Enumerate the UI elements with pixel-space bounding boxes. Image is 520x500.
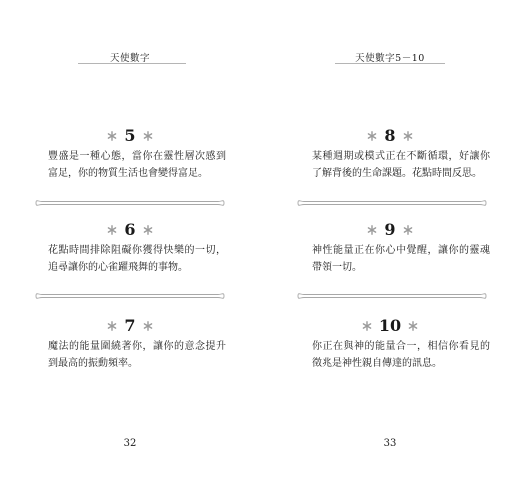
entry-text: 花點時間排除阻礙你獲得快樂的一切，追尋讓你的心雀躍飛舞的事物。	[48, 245, 226, 273]
running-header: 天使數字	[109, 53, 150, 64]
asterisk-star-icon	[367, 131, 377, 141]
entry-number: 10	[378, 316, 402, 335]
asterisk-star-icon	[403, 131, 413, 141]
entry-heading-10	[260, 315, 520, 337]
ornamental-divider	[34, 198, 226, 208]
asterisk-star-icon	[107, 321, 117, 331]
entry-heading-6	[0, 219, 260, 241]
right-page	[260, 0, 520, 500]
asterisk-star-icon	[403, 225, 413, 235]
entry-number: 6	[124, 220, 136, 239]
entry-heading-8	[260, 125, 520, 147]
asterisk-star-icon	[107, 225, 117, 235]
asterisk-star-icon	[367, 225, 377, 235]
asterisk-star-icon	[408, 321, 418, 331]
asterisk-star-icon	[143, 131, 153, 141]
entry-heading-7	[0, 315, 260, 337]
entry-number: 8	[384, 126, 396, 145]
running-header: 天使數字5－10	[355, 53, 425, 64]
entry-text: 神性能量正在你心中覺醒，讓你的靈魂帶領一切。	[312, 245, 490, 273]
entry-number: 7	[124, 316, 136, 335]
entry-heading-9	[260, 219, 520, 241]
header-rule	[78, 63, 186, 64]
asterisk-star-icon	[362, 321, 372, 331]
entry-text: 你正在與神的能量合一，相信你看見的徵兆是神性親自傳達的訊息。	[312, 341, 490, 369]
asterisk-star-icon	[143, 321, 153, 331]
ornamental-divider	[34, 291, 226, 301]
header-rule	[335, 63, 445, 64]
entry-heading-5	[0, 125, 260, 147]
entry-number: 9	[384, 220, 396, 239]
entry-number: 5	[124, 126, 136, 145]
ornamental-divider	[296, 198, 488, 208]
asterisk-star-icon	[143, 225, 153, 235]
entry-text: 某種週期或模式正在不斷循環，好讓你了解背後的生命課題。花點時間反思。	[312, 151, 490, 179]
entry-text: 魔法的能量圍繞著你，讓你的意念提升到最高的振動頻率。	[48, 341, 226, 369]
page-number: 33	[383, 438, 397, 449]
ornamental-divider	[296, 291, 488, 301]
asterisk-star-icon	[107, 131, 117, 141]
entry-text: 豐盛是一種心態，當你在靈性層次感到富足，你的物質生活也會變得富足。	[48, 151, 226, 179]
page-number: 32	[123, 438, 137, 449]
